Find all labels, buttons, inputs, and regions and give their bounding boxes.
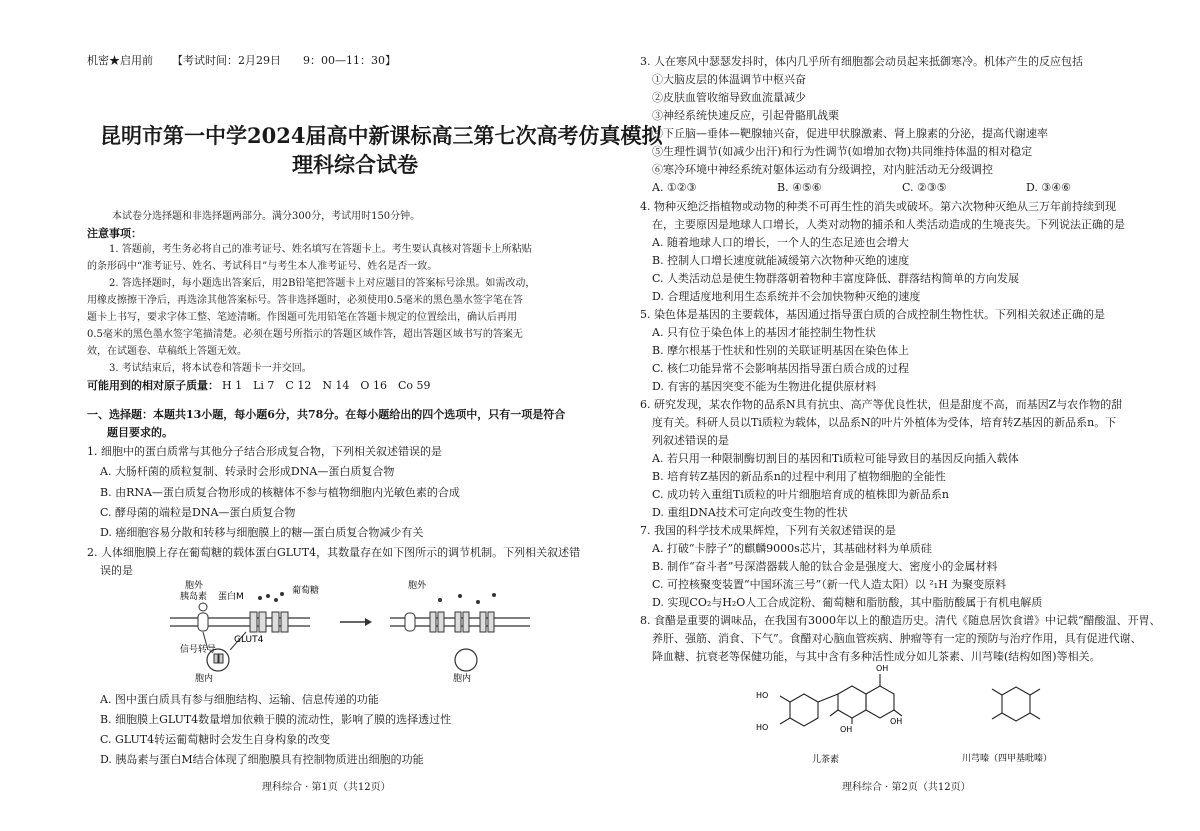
question-3-stem: 3. 人在寒风中瑟瑟发抖时，体内几乎所有细胞都会动员起来抵御寒冷。机体产生的反应包括 — [640, 55, 1083, 68]
intro-text: 本试卷分选择题和非选择题两部分。满分300分，考试用时150分钟。 — [112, 211, 421, 222]
q6-option-d: D. 重组DNA技术可定向改变生物的性状 — [652, 506, 848, 519]
label-glut4: GLUT4 — [234, 635, 264, 645]
oh-label: OH — [890, 717, 903, 726]
q7-option-d: D. 实现CO₂与H₂O人工合成淀粉、葡萄糖和脂肪酸，其中脂肪酸属于有机电解质 — [652, 596, 1043, 609]
q4-option-d: D. 合理适度地利用生态系统并不会加快物种灭绝的速度 — [652, 290, 921, 303]
question-2-stem: 2. 人体细胞膜上存在葡萄糖的载体蛋白GLUT4，其数量存在如下图所示的调节机制。下列相关叙述错 — [87, 546, 581, 559]
q5-option-a: A. 只有位于染色体上的基因才能控制生物性状 — [652, 326, 876, 339]
question-8-stem: 8. 食醋是重要的调味品，在我国有3000年以上的酿造历史。清代《随息居饮食谱》中记载“醋酸温、开胃、 — [640, 614, 1161, 627]
q3-item: ⑤生理性调节(如减少出汗)和行为性调节(如增加衣物)共同维持体温的相对稳定 — [652, 145, 1033, 158]
oh-label: OH — [840, 725, 853, 734]
ligustrazine-structure — [962, 680, 1072, 770]
question-6-stem-cont: 度有关。科研人员以Ti质粒为载体，以品系N的叶片外植体为受体，培育转Z基因的新品系n。下 — [652, 416, 1117, 429]
q5-option-b: B. 摩尔根基于性状和性别的关联证明基因在染色体上 — [652, 344, 910, 357]
label-outside: 胞外 — [185, 581, 204, 591]
atomic-masses-values: H 1 Li 7 C 12 N 14 O 16 Co 59 — [222, 379, 431, 392]
q5-option-d: D. 有害的基因突变不能为生物进化提供原材料 — [652, 380, 877, 393]
question-4-stem-cont: 在，主要原因是地球人口增长，人类对动物的捕杀和人类活动造成的生境丧失。下列说法正确的是 — [652, 218, 1125, 231]
q3-option-b: B. ④⑤⑥ — [777, 181, 822, 194]
exam-time: 【考试时间：2月29日 9：00—11：30】 — [172, 54, 396, 67]
right-page — [612, 0, 1200, 831]
q2-option-c: C. GLUT4转运葡萄糖时会发生自身构象的改变 — [100, 733, 331, 746]
note-line: 2. 答选择题时，每小题选出答案后，用2B铅笔把答题卡上对应题目的答案标号涂黑。如需改动， — [109, 278, 536, 289]
exam-title: 昆明市第一中学2024届高中新课标高三第七次高考仿真模拟 — [100, 123, 663, 148]
catechin-structure — [742, 662, 912, 772]
q7-option-b: B. 制作“奋斗者”号深潜器载人舱的钛合金是强度大、密度小的金属材料 — [652, 560, 998, 573]
question-4-stem: 4. 物种灭绝泛指植物或动物的种类不可再生性的消失或破坏。第六次物种灭绝从三万年前持续到现 — [640, 200, 1116, 213]
exam-subtitle: 理科综合试卷 — [292, 152, 418, 177]
q6-option-b: B. 培育转Z基因的新品系n的过程中利用了植物细胞的全能性 — [652, 470, 946, 483]
note-line: 效，在试题卷、草稿纸上答题无效。 — [87, 346, 247, 357]
q4-option-c: C. 人类活动总是使生物群落朝着物种丰富度降低、群落结构简单的方向发展 — [652, 272, 1020, 285]
q2-option-d: D. 胰岛素与蛋白M结合体现了细胞膜具有控制物质进出细胞的功能 — [100, 753, 424, 766]
q1-option-b: B. 由RNA—蛋白质复合物形成的核糖体不参与植物细胞内光敏色素的合成 — [100, 486, 460, 499]
question-1-stem: 1. 细胞中的蛋白质常与其他分子结合形成复合物，下列相关叙述错误的是 — [87, 445, 442, 458]
ho-label: HO — [756, 723, 769, 732]
label-insulin: 胰岛素 — [180, 592, 208, 602]
oh-label: OH — [876, 664, 889, 673]
q4-option-b: B. 控制人口增长速度就能减缓第六次物种灭绝的速度 — [652, 254, 910, 267]
note-line: 题卡上书写，要求字体工整、笔迹清晰。作图题可先用铅笔在答题卡规定的位置绘出，确认后再用 — [87, 312, 517, 323]
q3-item: ⑥寒冷环境中神经系统对躯体运动有分级调控，对内脏活动无分级调控 — [652, 163, 993, 176]
q6-option-a: A. 若只用一种限制酶切割目的基因和Ti质粒可能导致目的基因反向插入载体 — [652, 452, 1019, 465]
note-line: 的条形码中“准考证号、姓名、考试科目”与考生本人准考证号、姓名是否一致。 — [87, 261, 438, 272]
question-8-stem-cont: 养肝、强筋、消食、下气”。食醋对心脑血管疾病、肿瘤等有一定的预防与治疗作用，具有促进代谢、 — [652, 632, 1142, 645]
q2-option-a: A. 图中蛋白质具有参与细胞结构、运输、信息传递的功能 — [100, 693, 379, 706]
label-signal: 信号转导 — [180, 645, 217, 655]
question-7-stem: 7. 我国的科学技术成果辉煌，下列有关叙述错误的是 — [640, 524, 896, 537]
q3-option-d: D. ③④⑥ — [1026, 181, 1072, 194]
glut4-transporter — [250, 612, 288, 632]
section-heading-cont: 题目要求的。 — [107, 426, 173, 439]
q3-item: ④下丘脑—垂体—靶腺轴兴奋，促进甲状腺激素、肾上腺素的分泌，提高代谢速率 — [652, 127, 1048, 140]
question-2-stem-cont: 误的是 — [100, 564, 133, 577]
atomic-masses-label: 可能用到的相对原子质量： — [87, 379, 219, 392]
label-outside-right: 胞外 — [408, 581, 427, 591]
q6-option-c: C. 成功转入重组Ti质粒的叶片细胞培育成的植株即为新品系n — [652, 488, 949, 501]
glut4-diagram — [160, 580, 540, 685]
catechin-label: 儿茶素 — [812, 755, 840, 765]
ho-label: HO — [756, 691, 769, 700]
label-protein-m: 蛋白M — [218, 592, 244, 602]
q5-option-c: C. 核仁功能异常不会影响基因指导蛋白质合成的过程 — [652, 362, 910, 375]
label-glucose: 葡萄糖 — [292, 586, 320, 596]
question-5-stem: 5. 染色体是基因的主要载体，基因通过指导蛋白质的合成控制生物性状。下列相关叙述正确的是 — [640, 308, 1105, 321]
label-inside: 胞内 — [195, 674, 214, 684]
note-line: 0.5毫米的黑色墨水签字笔描清楚。必须在题号所指示的答题区域作答，超出答题区域书写的答案无 — [87, 329, 523, 340]
notes-heading: 注意事项： — [87, 227, 142, 240]
q1-option-d: D. 癌细胞容易分散和转移与细胞膜上的糖—蛋白质复合物减少有关 — [100, 526, 424, 539]
question-6-stem-cont: 列叙述错误的是 — [652, 434, 729, 447]
arrow-right-icon — [340, 618, 372, 626]
question-8-stem-cont: 降血糖、抗衰老等保健功能，与其中含有多种活性成分如儿茶素、川芎嗪(结构如图)等相关。 — [652, 650, 1101, 663]
q1-option-c: C. 酵母菌的端粒是DNA—蛋白质复合物 — [100, 506, 296, 519]
q7-option-c: C. 可控核聚变装置“中国环流三号”（新一代人造太阳）以 ²₁H 为聚变原料 — [652, 578, 1007, 591]
note-line: 1. 答题前，考生务必将自己的准考证号、姓名填写在答题卡上。考生要认真核对答题卡上所粘贴 — [109, 244, 532, 255]
q7-option-a: A. 打破“卡脖子”的麒麟9000s芯片，其基础材料为单质硅 — [652, 542, 932, 555]
q4-option-a: A. 随着地球人口的增长，一个人的生态足迹也会增大 — [652, 236, 909, 249]
page-footer: 理科综合 · 第1页（共12页） — [262, 782, 391, 793]
q3-item: ②皮肤血管收缩导致血流量减少 — [652, 91, 806, 104]
note-line: 用橡皮擦擦干净后，再选涂其他答案标号。答非选择题时，必须使用0.5毫米的黑色墨水签字笔在答 — [87, 295, 523, 306]
q3-item: ③神经系统快速反应，引起骨骼肌战栗 — [652, 109, 839, 122]
q3-item: ①大脑皮层的体温调节中枢兴奋 — [652, 73, 806, 86]
question-6-stem: 6. 研究发现，某农作物的品系N具有抗虫、高产等优良性状，但是甜度不高，而基因Z与农作物的甜 — [640, 398, 1123, 411]
note-line: 3. 考试结束后，将本试卷和答题卡一并交回。 — [109, 363, 312, 374]
q3-option-c: C. ②③⑤ — [902, 181, 947, 194]
label-inside-right: 胞内 — [453, 674, 472, 684]
q3-option-a: A. ①②③ — [652, 181, 697, 194]
section-heading: 一、选择题：本题共13小题，每小题6分，共78分。在每小题给出的四个选项中，只有一项是符合 — [87, 408, 566, 421]
protein-m — [198, 603, 208, 631]
page-footer: 理科综合 · 第2页（共12页） — [842, 782, 971, 793]
q2-option-b: B. 细胞膜上GLUT4数量增加依赖于膜的流动性，影响了膜的选择透过性 — [100, 713, 452, 726]
ligustrazine-label: 川芎嗪（四甲基吡嗪） — [962, 754, 1053, 764]
q1-option-a: A. 大肠杆菌的质粒复制、转录时会形成DNA—蛋白质复合物 — [100, 465, 395, 478]
secret-label: 机密★启用前 — [87, 54, 153, 67]
